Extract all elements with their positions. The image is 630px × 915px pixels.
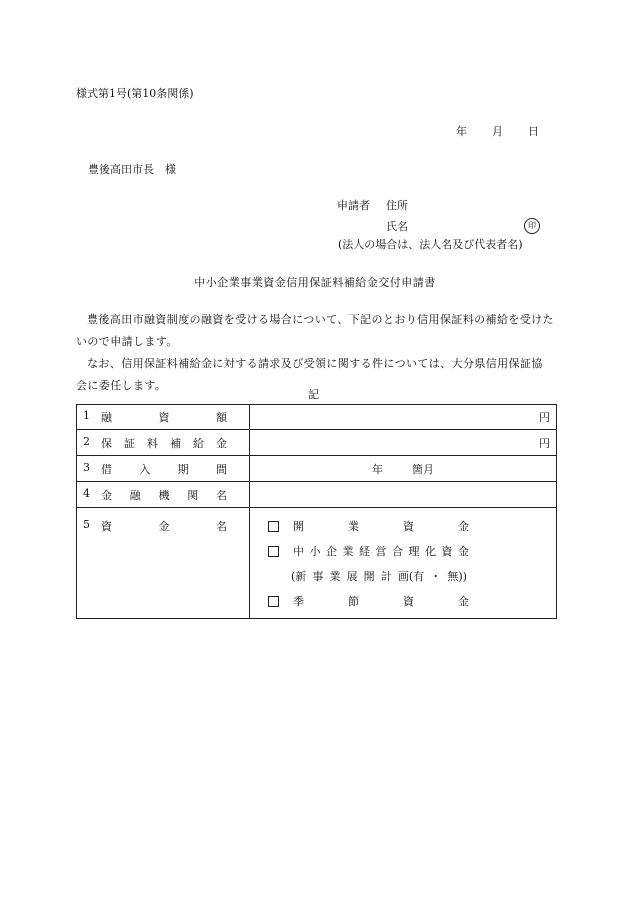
date-day: 日 [528, 125, 539, 138]
loan-period-field[interactable] [250, 456, 557, 482]
name-label: 氏名 [386, 220, 408, 233]
date-year: 年 [456, 125, 467, 138]
row-label: 3 借 入 期 間 [77, 456, 250, 482]
fund-name-cell [250, 508, 557, 619]
document-title: 中小企業事業資金信用保証料補給金交付申請書 [194, 276, 436, 289]
amount-field[interactable]: 円 [250, 405, 557, 430]
row-label-text: 借 入 期 間 [101, 462, 227, 476]
checkbox-icon[interactable] [268, 596, 279, 607]
row-label-text: 資 金 名 [101, 520, 227, 533]
table-row [77, 456, 557, 482]
fund-label: 中 小 企 業 経 営 合 理 化 資 金 [293, 545, 469, 558]
bank-name-field[interactable] [250, 482, 557, 508]
body-paragraph-2: なお、信用保証料補給金に対する請求及び受領に関する件については、大分県信用保証協会に委任します。 [76, 357, 543, 392]
fund-option-kisetsu[interactable] [268, 589, 550, 614]
fund-option-kaigyo[interactable] [268, 514, 550, 539]
body-paragraph-1: 豊後高田市融資制度の融資を受ける場合について、下記のとおり信用保証料の補給を受けたいので申請します。 [76, 313, 554, 348]
seal-icon: 印 [524, 218, 540, 234]
address-label: 住所 [386, 199, 408, 212]
table-row [77, 430, 557, 456]
form-number: 様式第1号(第10条関係) [76, 87, 194, 100]
table-row [77, 508, 557, 619]
seal-mark [524, 218, 540, 234]
application-table [76, 404, 557, 619]
new-business-plan-note: (新 事 業 展 開 計 画(有 ・ 無)) [291, 570, 467, 583]
period-months: 箇月 [412, 462, 434, 476]
date-month: 月 [492, 125, 503, 138]
row-label: 2 保 証 料 補 給 金 [77, 430, 250, 456]
fund-label: 季 節 資 金 [293, 595, 469, 608]
fund-option-gorika[interactable] [268, 539, 550, 564]
row-label-text: 融 資 額 [101, 411, 227, 424]
fund-list [256, 508, 550, 618]
row-label-text: 保 証 料 補 給 金 [101, 436, 227, 450]
applicant-label: 申請者 [337, 199, 370, 212]
addressee: 豊後高田市長 様 [88, 163, 176, 176]
row-label: 4 金 融 機 関 名 [77, 482, 250, 508]
corporate-note: (法人の場合は、法人名及び代表者名) [338, 238, 523, 251]
checkbox-icon[interactable] [268, 546, 279, 557]
subsidy-field[interactable]: 円 [250, 430, 557, 456]
fund-label: 開 業 資 金 [293, 520, 469, 533]
table-row [77, 482, 557, 508]
checkbox-icon[interactable] [268, 521, 279, 532]
table-row [77, 405, 557, 430]
period-year: 年 [372, 462, 383, 476]
row-label-text: 金 融 機 関 名 [101, 488, 227, 502]
row-label: 5 資 金 名 [77, 508, 250, 619]
row-label: 1 融 資 額 [77, 405, 250, 430]
ki-heading: 記 [308, 388, 319, 401]
